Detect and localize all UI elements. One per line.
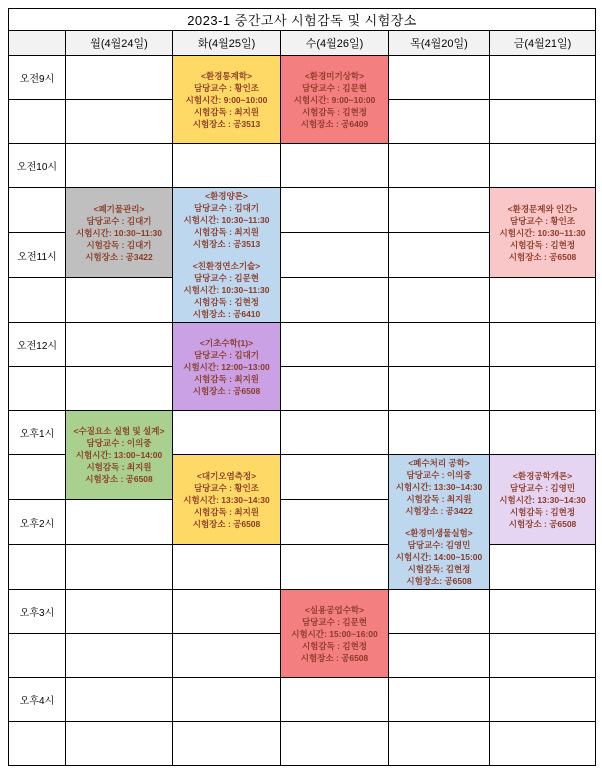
empty-cell bbox=[389, 634, 490, 678]
exam-detail: 시험장소 : 공3513 bbox=[192, 118, 261, 129]
exam-detail: 담당교수 : 김대기 bbox=[193, 203, 260, 213]
exam-detail: 시험시간: 13:30~14:30 bbox=[395, 482, 483, 492]
exam-block bbox=[281, 56, 389, 144]
exam-detail: 담당교수 : 김문현 bbox=[301, 82, 368, 93]
day-header-fri: 금(4월21일) bbox=[490, 31, 596, 56]
exam-detail: 시험시간: 12:00~13:00 bbox=[183, 361, 270, 372]
exam-detail: 시험감독: 김현정 bbox=[407, 564, 471, 574]
empty-cell bbox=[66, 323, 173, 367]
exam-subject: <폐기물관리> bbox=[93, 203, 145, 214]
exam-detail: 시험시간: 13:30~14:30 bbox=[499, 494, 586, 505]
exam-detail: 담당교수 : 황인조 bbox=[510, 215, 576, 226]
exam-detail: 시험시간: 10:30~11:30 bbox=[183, 285, 270, 295]
empty-cell bbox=[281, 678, 389, 722]
exam-detail: 시험시간: 9:00~10:00 bbox=[293, 94, 376, 105]
time-cell: 오전11시 bbox=[9, 233, 66, 278]
empty-cell bbox=[66, 545, 173, 590]
empty-cell bbox=[281, 278, 389, 323]
exam-detail: 시험감독 : 김현정 bbox=[510, 239, 576, 250]
empty-cell bbox=[173, 590, 281, 634]
empty-cell bbox=[173, 678, 281, 722]
exam-subject: <환경문제와 인간> bbox=[507, 203, 578, 214]
exam-detail: 시험감독 : 김현정 bbox=[301, 640, 368, 651]
empty-cell bbox=[490, 634, 596, 678]
empty-cell bbox=[173, 411, 281, 455]
empty-cell bbox=[389, 144, 490, 188]
empty-cell bbox=[389, 278, 490, 323]
empty-cell bbox=[66, 678, 173, 722]
empty-cell bbox=[281, 144, 389, 188]
empty-cell bbox=[389, 188, 490, 233]
empty-cell bbox=[490, 411, 596, 455]
day-header-tue: 화(4월25일) bbox=[173, 31, 281, 56]
table-title: 2023-1 중간고사 시험감독 및 시험장소 bbox=[9, 9, 596, 31]
exam-detail: 시험장소 : 공3513 bbox=[192, 239, 261, 249]
exam-subject: <환경공학개론> bbox=[512, 470, 573, 481]
empty-cell bbox=[490, 144, 596, 188]
exam-detail: 시험시간: 15:00~16:00 bbox=[291, 628, 378, 639]
exam-detail: 시험장소 : 공6508 bbox=[192, 385, 261, 396]
exam-detail: 시험장소 : 공6508 bbox=[508, 251, 577, 262]
empty-cell bbox=[389, 56, 490, 100]
exam-detail: 시험감독 : 김대기 bbox=[86, 239, 152, 250]
time-cell bbox=[9, 278, 66, 323]
empty-cell bbox=[490, 323, 596, 367]
exam-detail: 담당교수 : 김문현 bbox=[301, 616, 368, 627]
exam-detail: 시험감독 : 김현정 bbox=[193, 297, 260, 307]
exam-subject: <수질요소 실험 및 설계> bbox=[73, 426, 165, 436]
exam-block bbox=[173, 455, 281, 545]
empty-cell bbox=[490, 278, 596, 323]
empty-cell bbox=[66, 144, 173, 188]
time-cell: 오후1시 bbox=[9, 411, 66, 455]
empty-cell bbox=[490, 545, 596, 590]
exam-detail: 담당교수 : 황인조 bbox=[193, 482, 260, 493]
empty-cell bbox=[389, 411, 490, 455]
empty-cell bbox=[389, 367, 490, 411]
exam-detail: 시험장소 : 공3422 bbox=[85, 251, 153, 262]
time-cell bbox=[9, 634, 66, 678]
exam-detail: 시험감독 : 최지원 bbox=[193, 227, 260, 237]
time-cell bbox=[9, 545, 66, 590]
exam-detail: 시험감독 : 최지원 bbox=[193, 106, 260, 117]
exam-detail: 시험장소 : 공6508 bbox=[192, 518, 261, 529]
empty-cell bbox=[281, 545, 389, 590]
empty-cell bbox=[389, 590, 490, 634]
exam-subject: <환경미생물실험> bbox=[405, 528, 473, 538]
empty-cell bbox=[389, 323, 490, 367]
exam-subject: <환경양론> bbox=[205, 191, 248, 201]
empty-cell bbox=[66, 590, 173, 634]
schedule-table bbox=[8, 8, 596, 766]
exam-detail: 시험시간: 10:30~11:30 bbox=[75, 227, 162, 238]
time-cell: 오전12시 bbox=[9, 323, 66, 367]
exam-detail: 담당교수 : 김영민 bbox=[510, 482, 576, 493]
exam-detail: 담당교수: 김영민 bbox=[407, 540, 471, 550]
exam-block bbox=[66, 411, 173, 500]
empty-cell bbox=[281, 323, 389, 367]
exam-block bbox=[66, 188, 173, 278]
exam-detail: 시험감독 : 최지원 bbox=[193, 373, 260, 384]
exam-detail: 시험장소 : 공3422 bbox=[405, 506, 473, 516]
empty-cell bbox=[490, 100, 596, 144]
time-cell: 오전10시 bbox=[9, 144, 66, 188]
exam-detail: 시험시간: 10:30~11:30 bbox=[499, 227, 586, 238]
day-header-mon: 월(4월24일) bbox=[66, 31, 173, 56]
empty-cell bbox=[281, 500, 389, 545]
exam-detail: 시험감독 : 최지원 bbox=[86, 462, 152, 472]
empty-cell bbox=[389, 722, 490, 766]
exam-detail: 시험감독 : 김현정 bbox=[301, 106, 368, 117]
exam-detail: 시험감독 : 최지원 bbox=[193, 506, 260, 517]
empty-cell bbox=[281, 233, 389, 278]
time-cell bbox=[9, 100, 66, 144]
day-header-wed: 수(4월26일) bbox=[281, 31, 389, 56]
exam-block bbox=[173, 323, 281, 411]
exam-subject: <기초수학(1)> bbox=[199, 337, 254, 348]
exam-block bbox=[490, 455, 596, 545]
empty-cell bbox=[281, 722, 389, 766]
exam-detail: 담당교수 : 김대기 bbox=[86, 215, 152, 226]
exam-detail: 시험장소 : 공6410 bbox=[192, 309, 261, 319]
empty-cell bbox=[173, 545, 281, 590]
exam-detail: 시험시간: 10:30~11:30 bbox=[183, 215, 270, 225]
empty-cell bbox=[490, 56, 596, 100]
empty-cell bbox=[66, 722, 173, 766]
exam-detail: 담당교수 : 황인조 bbox=[193, 82, 260, 93]
exam-detail: 시험장소: 공6508 bbox=[406, 576, 472, 586]
exam-subject: <대기오염측정> bbox=[196, 470, 257, 481]
empty-cell bbox=[490, 722, 596, 766]
exam-detail: 담당교수 : 김문현 bbox=[193, 273, 260, 283]
time-cell: 오후2시 bbox=[9, 500, 66, 545]
time-cell bbox=[9, 722, 66, 766]
exam-detail: 시험장소 : 공6409 bbox=[300, 118, 369, 129]
exam-subject: <환경통계학> bbox=[201, 70, 252, 81]
exam-subject: <실용공업수학> bbox=[304, 604, 365, 615]
time-cell bbox=[9, 455, 66, 500]
time-cell: 오전9시 bbox=[9, 56, 66, 100]
exam-detail: 시험감독 : 김현정 bbox=[510, 506, 576, 517]
exam-detail: 시험시간: 14:00~15:00 bbox=[395, 552, 483, 562]
time-cell bbox=[9, 188, 66, 233]
exam-detail: 시험시간: 9:00~10:00 bbox=[185, 94, 268, 105]
time-cell: 오후3시 bbox=[9, 590, 66, 634]
exam-detail: 담당교수 : 이의중 bbox=[406, 470, 472, 480]
exam-detail: 시험시간: 13:30~14:30 bbox=[183, 494, 270, 505]
exam-detail: 시험감독 : 최지원 bbox=[406, 494, 472, 504]
exam-subject: <환경미기상학> bbox=[304, 70, 365, 81]
exam-detail: 담당교수 : 이의중 bbox=[86, 438, 152, 448]
empty-cell bbox=[66, 367, 173, 411]
empty-cell bbox=[281, 367, 389, 411]
day-header-thu: 목(4월20일) bbox=[389, 31, 490, 56]
empty-cell bbox=[66, 56, 173, 100]
empty-cell bbox=[66, 500, 173, 545]
empty-cell bbox=[173, 722, 281, 766]
empty-cell bbox=[173, 144, 281, 188]
exam-detail: 시험장소 : 공6508 bbox=[85, 474, 153, 484]
empty-cell bbox=[389, 100, 490, 144]
empty-cell bbox=[389, 678, 490, 722]
empty-cell bbox=[281, 455, 389, 500]
exam-block bbox=[173, 56, 281, 144]
empty-cell bbox=[281, 188, 389, 233]
corner-cell bbox=[9, 31, 66, 56]
empty-cell bbox=[66, 634, 173, 678]
exam-subject: <친환경연소기술> bbox=[192, 261, 261, 271]
empty-cell bbox=[173, 634, 281, 678]
empty-cell bbox=[389, 233, 490, 278]
exam-block bbox=[490, 188, 596, 278]
exam-subject: <폐수처리 공학> bbox=[408, 458, 470, 468]
empty-cell bbox=[490, 590, 596, 634]
exam-block bbox=[281, 590, 389, 678]
exam-detail: 시험장소 : 공6508 bbox=[300, 652, 369, 663]
time-cell bbox=[9, 367, 66, 411]
exam-detail: 담당교수 : 김대기 bbox=[193, 349, 260, 360]
exam-block bbox=[389, 455, 490, 590]
empty-cell bbox=[281, 411, 389, 455]
exam-block bbox=[173, 188, 281, 323]
empty-cell bbox=[66, 100, 173, 144]
exam-detail: 시험장소 : 공6508 bbox=[508, 518, 577, 529]
time-cell: 오후4시 bbox=[9, 678, 66, 722]
exam-detail: 시험시간: 13:00~14:00 bbox=[75, 450, 163, 460]
empty-cell bbox=[490, 367, 596, 411]
empty-cell bbox=[66, 278, 173, 323]
empty-cell bbox=[490, 678, 596, 722]
